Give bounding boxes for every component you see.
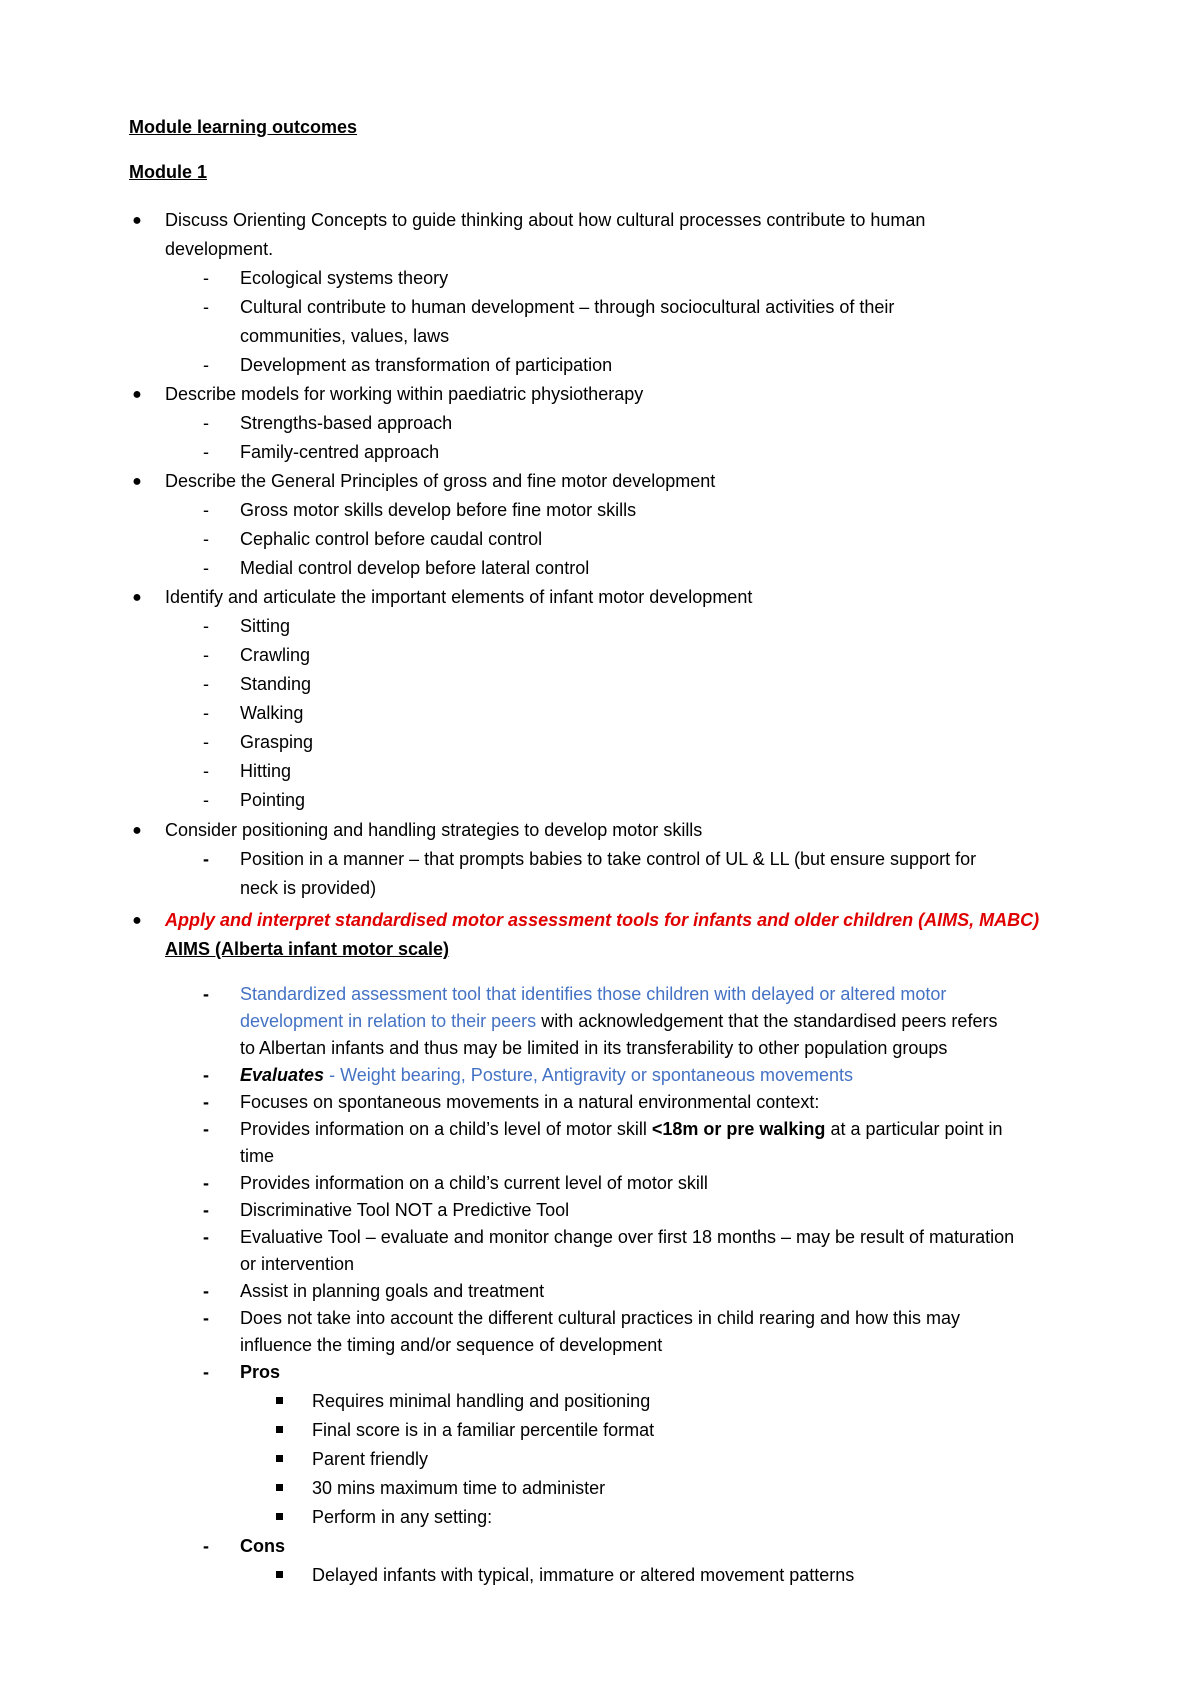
module-heading: Module 1	[129, 162, 208, 182]
dash-icon: -	[203, 558, 209, 578]
bullet-icon: ●	[132, 473, 142, 490]
bullet-icon: ●	[132, 212, 142, 229]
dash-icon: -	[203, 268, 209, 288]
bullet-icon: ●	[132, 912, 142, 929]
dash-icon: -	[203, 984, 209, 1004]
square-bullet-icon	[276, 1571, 283, 1578]
dash-icon: -	[203, 1173, 209, 1193]
dash-icon: -	[203, 1227, 209, 1247]
dash-icon: -	[203, 529, 209, 549]
dash-icon: -	[203, 1281, 209, 1301]
dash-icon: -	[203, 703, 209, 723]
page-title: Module learning outcomes	[129, 117, 358, 137]
dash-icon: -	[203, 674, 209, 694]
dash-icon: -	[203, 761, 209, 781]
square-bullet-icon	[276, 1513, 283, 1520]
dash-icon: -	[203, 1065, 209, 1085]
dash-icon: -	[203, 732, 209, 752]
bullet-icon: ●	[132, 386, 142, 403]
dash-icon: -	[203, 1362, 209, 1382]
dash-icon: -	[203, 413, 209, 433]
aims-heading: AIMS (Alberta infant motor scale)	[165, 939, 450, 959]
dash-icon: -	[203, 1536, 209, 1556]
dash-icon: -	[203, 355, 209, 375]
dash-icon: -	[203, 442, 209, 462]
square-bullet-icon	[276, 1455, 283, 1462]
bullet-icon: ●	[132, 822, 142, 839]
dash-icon: -	[203, 849, 209, 869]
document-page: Module learning outcomes Module 1 ● Discuss Orienting Concepts to guide thinking about how cultural processes contribute to human development. - Ecological systems theory - Cultural contribute to human development – through sociocultural activities of their communities, values, laws - Development as transformation of participation ● Describe models for working within paediatric physiotherapy - Strengths-based approach - Family-centred approach ● Describe the General Principles of gross and fine motor development - Gross motor skills develop before fine motor skills - Cephalic control before caudal control - Medial control develop before lateral control ● Identify and articulate the important elements of infant motor development - Sitting - Crawling - Standing - Walking - Grasping - Hitting - Pointing ● Consider positioning and handling strategies to develop motor skills - Position in a manner – that prompts babies to take control of UL & LL (but ensure support for neck is provided) ● Apply and interpret standardised motor assessment tools for infants and older children (AIMS, MABC) AIMS (Alberta infant motor scale) - Standardized assessment tool that identifies those children with delayed or altered motor development in relation to their peers with acknowledgement that the standardised peers refers to Albertan infants and thus may be limited in its transferability to other population groups - Evaluates - Weight bearing, Posture, Antigravity or spontaneous movements - Focuses on spontaneous movements in a natural environmental context: - Provides information on a child’s level of motor skill <18m or pre walking at a particular point in time - Provides information on a child’s current level of motor skill - Discriminative Tool NOT a Predictive Tool - Evaluative Tool – evaluate and monitor change over first 18 months – may be result of maturation or intervention - Assist in planning goals and treatment - Does not take into account the different cultural practices in child rearing and how this may influence the timing and/or sequence of development - Pros Requires minimal handling and positioning Final score is in a familiar percentile format Parent friendly 30 mins maximum time to administer Perform in any setting: - Cons Delayed infants with typical, immature or altered movement patterns	[129, 117, 1040, 1585]
square-bullet-icon	[276, 1484, 283, 1491]
dash-icon: -	[203, 1308, 209, 1328]
square-bullet-icon	[276, 1397, 283, 1404]
dash-icon: -	[203, 1092, 209, 1112]
dash-icon: -	[203, 616, 209, 636]
dash-icon: -	[203, 297, 209, 317]
bullet-icon: ●	[132, 589, 142, 606]
dash-icon: -	[203, 500, 209, 520]
square-bullet-icon	[276, 1426, 283, 1433]
dash-icon: -	[203, 645, 209, 665]
dash-icon: -	[203, 790, 209, 810]
dash-icon: -	[203, 1200, 209, 1220]
dash-icon: -	[203, 1119, 209, 1139]
